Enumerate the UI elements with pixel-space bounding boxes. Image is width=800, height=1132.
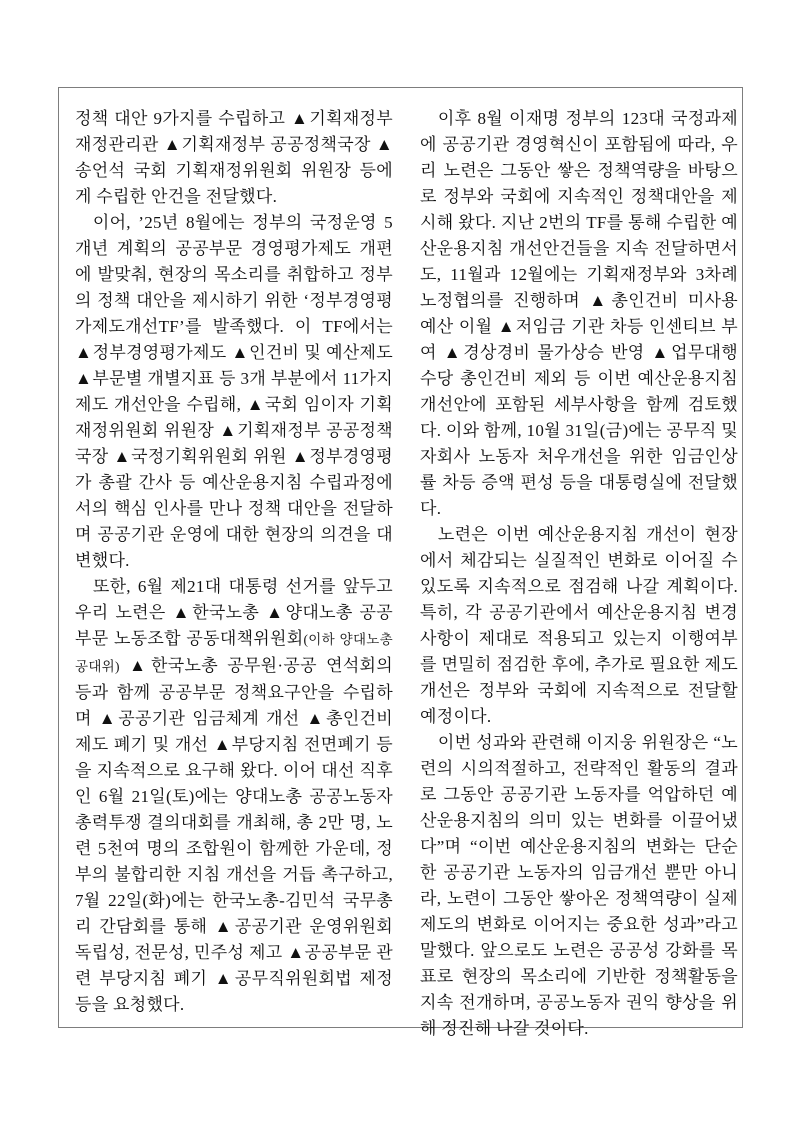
right-paragraph-2: 노련은 이번 예산운용지침 개선이 현장에서 체감되는 실질적인 변화로 이어질 수 있도록 지속적으로 점검해 나갈 계획이다. 특히, 각 공공기관에서 예산운용지침 변경사항이 제대로 적용되고 있는지 이행여부를 면밀히 점검한 후에, 추가로 필요한 제도개선은 정부와 국회에 지속적으로 전달할 예정이다.	[420, 525, 738, 726]
left-paragraph-3	[75, 574, 393, 1018]
left-column	[75, 106, 393, 1018]
left-paragraph-3-text: 또한, 6월 제21대 대통령 선거를 앞두고 우리 노련은 ▲한국노총 ▲양대노총 공공부문 노동조합 공동대책위원회	[75, 577, 393, 648]
content-border-frame	[58, 87, 743, 1038]
left-paragraph-3-text-continued: ▲한국노총 공무원·공공 연석회의 등과 함께 공공부문 정책요구안을 수립하며 ▲공공기관 임금체계 개선 ▲총인건비제도 폐기 및 개선 ▲부당지침 전면폐기 등을 지속적으로 요구해 왔다. 이어 대선 직후인 6월 21일(토)에는 양대노총 공공노동자 총력투쟁 결의대회를 개최해, 총 2만 명, 노련 5천여 명의 조합원이 함께한 가운데, 정부의 불합리한 지침 개선을 거듭 촉구하고, 7월 22일(화)에는 한국노총-김민석 국무총리 간담회를 통해 ▲공공기관 운영위원회 독립성, 전문성, 민주성 제고 ▲공공부문 관련 부당지침 폐기 ▲공무직위원회법 제정 등을 요청했다.	[75, 656, 393, 1014]
right-paragraph-3: 이번 성과와 관련해 이지웅 위원장은 “노련의 시의적절하고, 전략적인 활동의 결과로 그동안 공공기관 노동자를 억압하던 예산운용지침의 의미 있는 변화를 이끌어냈다”며 “이번 예산운용지침의 변화는 단순한 공공기관 노동자의 임금개선 뿐만 아니라, 노련이 그동안 쌓아온 정책역량이 실제 제도의 변화로 이어지는 중요한 성과”라고 말했다. 앞으로도 노련은 공공성 강화를 목표로 현장의 목소리에 기반한 정책활동을 지속 전개하며, 공공노동자 권익 향상을 위해 정진해 나갈 것이다.	[420, 733, 738, 1038]
left-paragraph-2: 이어, ’25년 8월에는 정부의 국정운영 5개년 계획의 공공부문 경영평가제도 개편에 발맞춰, 현장의 목소리를 취합하고 정부의 정책 대안을 제시하기 위한 ‘정부경영평가제도개선TF’를 발족했다. 이 TF에서는 ▲정부경영평가제도 ▲인건비 및 예산제도 ▲부문별 개별지표 등 3개 부분에서 11가지 제도 개선안을 수립해, ▲국회 임이자 기획재정위원회 위원장 ▲기획재정부 공공정책국장 ▲국정기획위원회 위원 ▲정부경영평가 총괄 간사 등 예산운용지침 수립과정에서의 핵심 인사를 만나 정책 대안을 전달하며 공공기관 운영에 대한 현장의 의견을 대변했다.	[75, 213, 393, 570]
left-paragraph-1: 정책 대안 9가지를 수립하고 ▲기획재정부 재정관리관 ▲기획재정부 공공정책국장 ▲송언석 국회 기획재정위원회 위원장 등에게 수립한 안건을 전달했다.	[75, 109, 393, 206]
right-paragraph-1: 이후 8월 이재명 정부의 123대 국정과제에 공공기관 경영혁신이 포함됨에 따라, 우리 노련은 그동안 쌓은 정책역량을 바탕으로 정부와 국회에 지속적인 정책대안을 제시해 왔다. 지난 2번의 TF를 통해 수립한 예산운용지침 개선안건들을 지속 전달하면서도, 11월과 12월에는 기획재정부와 3차례 노정협의를 진행하며 ▲총인건비 미사용 예산 이월 ▲저임금 기관 차등 인센티브 부여 ▲경상경비 물가상승 반영 ▲업무대행수당 총인건비 제외 등 이번 예산운용지침 개선안에 포함된 세부사항을 함께 검토했다. 이와 함께, 10월 31일(금)에는 공무직 및 자회사 노동자 처우개선을 위한 임금인상률 차등 증액 편성 등을 대통령실에 전달했다.	[420, 109, 738, 518]
right-column	[420, 106, 738, 1042]
left-paragraph-3-parenthetical: (이하 양대노총 공대위)	[75, 632, 393, 674]
